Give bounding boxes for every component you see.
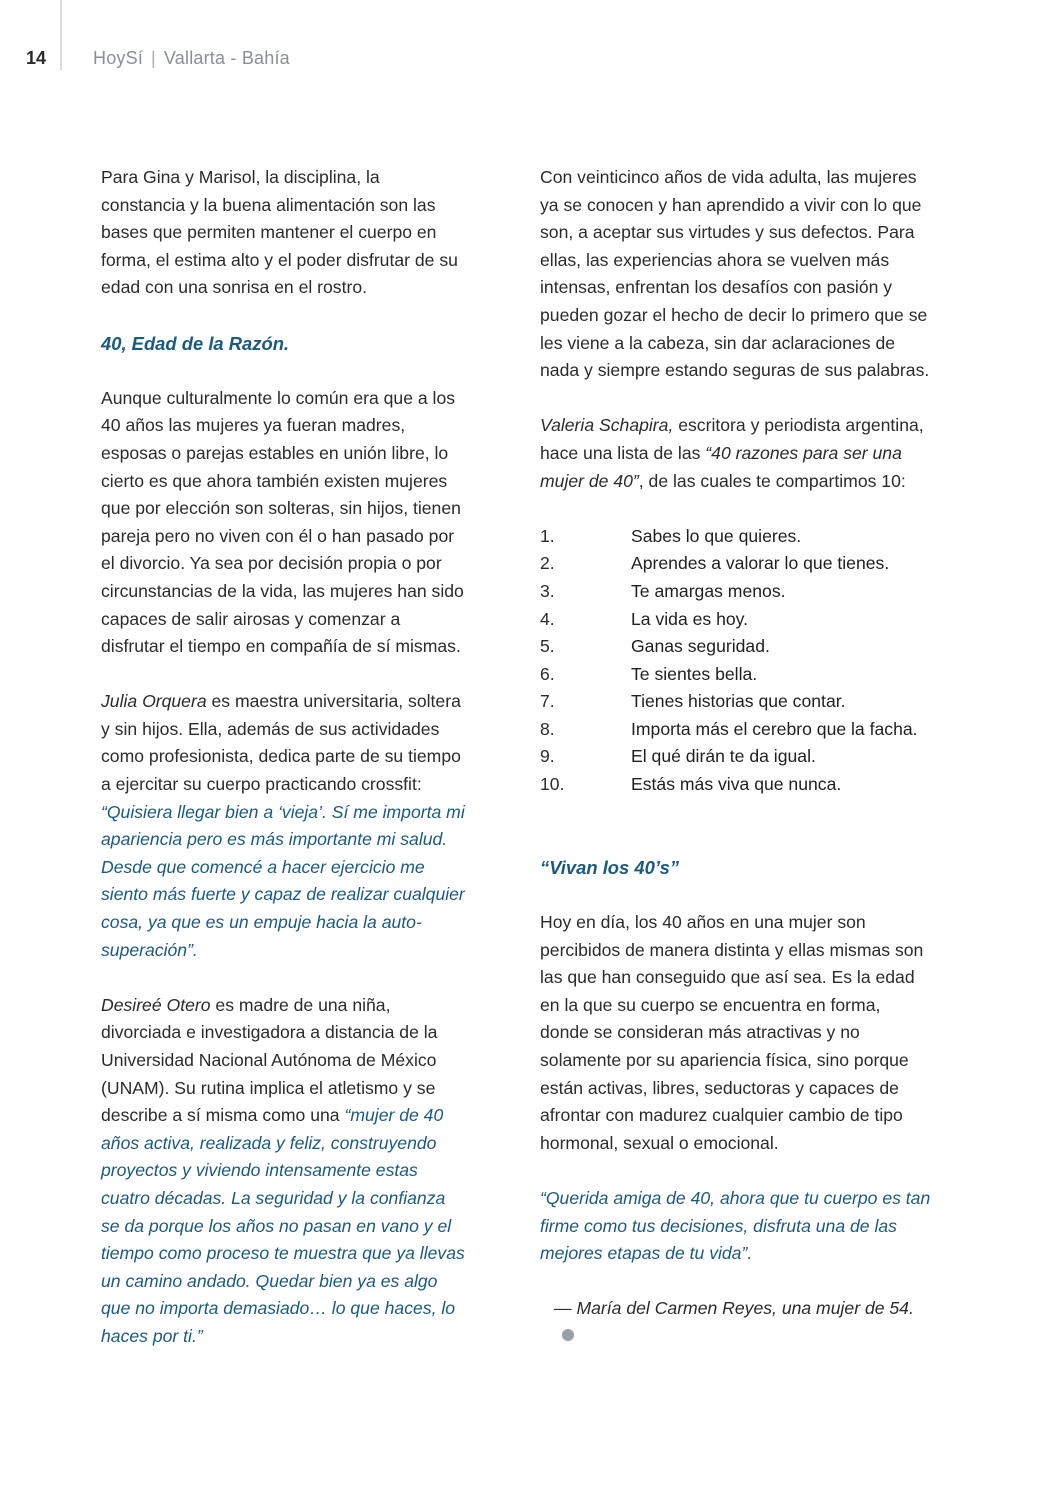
list-item — [540, 771, 932, 799]
list-item — [540, 688, 932, 716]
list-text: Ganas seguridad. — [631, 636, 770, 657]
header-divider — [60, 0, 62, 70]
list-number: 2. — [540, 553, 555, 574]
list-number: 1. — [540, 525, 555, 546]
list-item — [540, 661, 932, 689]
signature — [540, 1295, 932, 1350]
left-column — [101, 164, 466, 1378]
list-text: Te sientes bella. — [631, 663, 758, 684]
list-item — [540, 633, 932, 661]
list-text: Te amargas menos. — [631, 580, 786, 601]
list-item — [540, 606, 932, 634]
desiree-quote: “mujer de 40 años activa, realizada y feliz, construyendo proyectos y viviendo intensamente estas cuatro décadas. La seguridad y la confianza se da porque los años no pasan en vano y el tiempo como proceso te muestra que ya llevas un camino andado. Quedar bien ya es algo que no importa demasiado… lo que haces, lo haces por ti.” — [101, 1105, 465, 1346]
list-number: 7. — [540, 691, 555, 712]
page-number: 14 — [26, 48, 47, 68]
paragraph-desiree — [101, 992, 466, 1351]
subhead-vivan-40s: “Vivan los 40’s” — [540, 856, 680, 878]
julia-quote: “Quisiera llegar bien a ‘vieja’. Sí me importa mi apariencia pero es más importante mi salud. Desde que comencé a hacer ejercicio me siento más fuerte y capaz de realizar cualquier cosa, ya que es un empuje hacia la auto-superación”. — [101, 801, 465, 960]
valeria-text-1: escritora y periodista argentina, hace una lista de las — [540, 415, 924, 463]
list-number: 9. — [540, 746, 555, 767]
reasons-list — [540, 523, 932, 799]
end-of-article-icon — [562, 1329, 574, 1341]
right-column — [540, 164, 932, 1378]
list-item — [540, 716, 932, 744]
signature-text: — María del Carmen Reyes, una mujer de 54. — [554, 1298, 914, 1319]
julia-text: es maestra universitaria, soltera y sin hijos. Ella, además de sus actividades como profesionista, dedica parte de su tiempo a ejercitar su cuerpo practicando crossfit: — [101, 691, 461, 795]
list-text: Estás más viva que nunca. — [631, 774, 842, 795]
subhead-edad-razon: 40, Edad de la Razón. — [101, 332, 290, 354]
paragraph-adult-life: Con veinticinco años de vida adulta, las mujeres ya se conocen y han aprendido a vivir con lo que son, a aceptar sus virtudes y sus defectos. Para ellas, las experiencias ahora se vuelven más intensas, enfrentan los desafíos con pasión y pueden gozar el hecho de decir lo primero que se les viene a la cabeza, sin dar aclaraciones de nada y siempre estando seguras de sus palabras. — [540, 167, 930, 381]
valeria-name: Valeria Schapira, — [540, 415, 674, 436]
paragraph-culture: Aunque culturalmente lo común era que a los 40 años las mujeres ya fueran madres, esposas o parejas estables en unión libre, lo cierto es que ahora también existen mujeres que por elección son solteras, sin hijos, tienen pareja pero no viven con él o han pasado por el divorcio. Ya sea por decisión propia o por circunstancias de la vida, las mujeres han sido capaces de salir airosas y comenzar a disfrutar el tiempo en compañía de sí mismas. — [101, 387, 464, 657]
intro-paragraph: Para Gina y Marisol, la disciplina, la constancia y la buena alimentación son las bases que permiten mantener el cuerpo en forma, el estima alto y el poder disfrutar de su edad con una sonrisa en el rostro. — [101, 167, 458, 298]
list-text: El qué dirán te da igual. — [631, 746, 816, 767]
list-item — [540, 550, 932, 578]
valeria-book-title: “40 razones para ser una mujer de 40” — [540, 442, 902, 491]
list-item — [540, 578, 932, 606]
desiree-name: Desireé Otero — [101, 994, 211, 1015]
list-number: 8. — [540, 718, 555, 739]
list-number: 3. — [540, 580, 555, 601]
list-item — [540, 743, 932, 771]
list-text: Importa más el cerebro que la facha. — [631, 718, 918, 739]
list-number: 10. — [540, 774, 565, 795]
publication-name: HoySí — [93, 48, 144, 68]
paragraph-julia — [101, 688, 466, 964]
list-number: 4. — [540, 608, 555, 629]
paragraph-today: Hoy en día, los 40 años en una mujer son percibidos de manera distinta y ellas mismas son las que han conseguido que así sea. Es la edad en la que su cuerpo se encuentra en forma, donde se consideran más atractivas y no solamente por su apariencia física, sino porque están activas, libres, seductoras y capaces de afrontar con madurez cualquier cambio de tipo hormonal, sexual o emocional. — [540, 912, 924, 1153]
closing-quote: “Querida amiga de 40, ahora que tu cuerpo es tan firme como tus decisiones, disfruta una de las mejores etapas de tu vida”. — [540, 1187, 931, 1264]
header-separator: | — [151, 48, 156, 68]
desiree-text: es madre de una niña, divorciada e investigadora a distancia de la Universidad Nacional Autónoma de México (UNAM). Su rutina implica el atletismo y se describe a sí misma como una — [101, 994, 438, 1126]
list-text: Tienes historias que contar. — [631, 691, 846, 712]
valeria-text-2: , de las cuales te compartimos 10: — [638, 470, 906, 491]
running-head — [93, 48, 290, 69]
list-text: La vida es hoy. — [631, 608, 749, 629]
julia-name: Julia Orquera — [101, 691, 207, 712]
list-text: Aprendes a valorar lo que tienes. — [631, 553, 890, 574]
section-name: Vallarta - Bahía — [163, 48, 290, 68]
section-spacer — [540, 826, 932, 854]
list-number: 5. — [540, 636, 555, 657]
list-number: 6. — [540, 663, 555, 684]
paragraph-valeria — [540, 412, 932, 495]
list-text: Sabes lo que quieres. — [631, 525, 802, 546]
list-item — [540, 523, 932, 551]
